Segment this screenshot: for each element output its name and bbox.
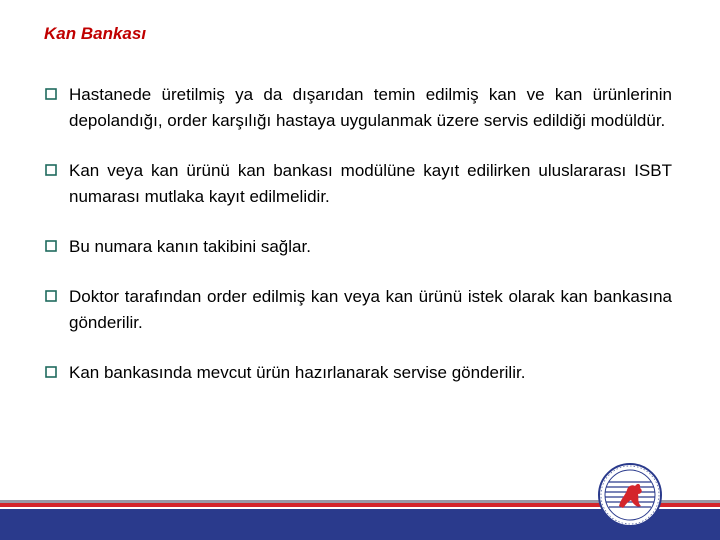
checkbox-square-icon — [45, 164, 57, 176]
checkbox-square-icon — [45, 88, 57, 100]
bullet-item — [44, 158, 672, 210]
bullet-list — [44, 82, 672, 386]
bullet-text: Kan bankasında mevcut ürün hazırlanarak servise gönderilir. — [69, 363, 526, 382]
university-seal-icon — [597, 462, 663, 528]
checkbox-square-icon — [45, 290, 57, 302]
bullet-text: Bu numara kanın takibini sağlar. — [69, 237, 311, 256]
bullet-item — [44, 82, 672, 134]
bullet-text: Kan veya kan ürünü kan bankası modülüne kayıt edilirken uluslararası ISBT numarası mutlaka kayıt edilmelidir. — [69, 161, 672, 206]
page-title: Kan Bankası — [44, 24, 147, 43]
bullet-item — [44, 284, 672, 336]
bullet-text: Doktor tarafından order edilmiş kan veya kan ürünü istek olarak kan bankasına gönderilir. — [69, 287, 672, 332]
bullet-text: Hastanede üretilmiş ya da dışarıdan temin edilmiş kan ve kan ürünlerinin depolandığı, order karşılığı hastaya uygulanmak üzere servis edildiği modüldür. — [69, 85, 672, 130]
checkbox-square-icon — [45, 366, 57, 378]
checkbox-square-icon — [45, 240, 57, 252]
bullet-item — [44, 234, 672, 260]
bullet-item — [44, 360, 672, 386]
